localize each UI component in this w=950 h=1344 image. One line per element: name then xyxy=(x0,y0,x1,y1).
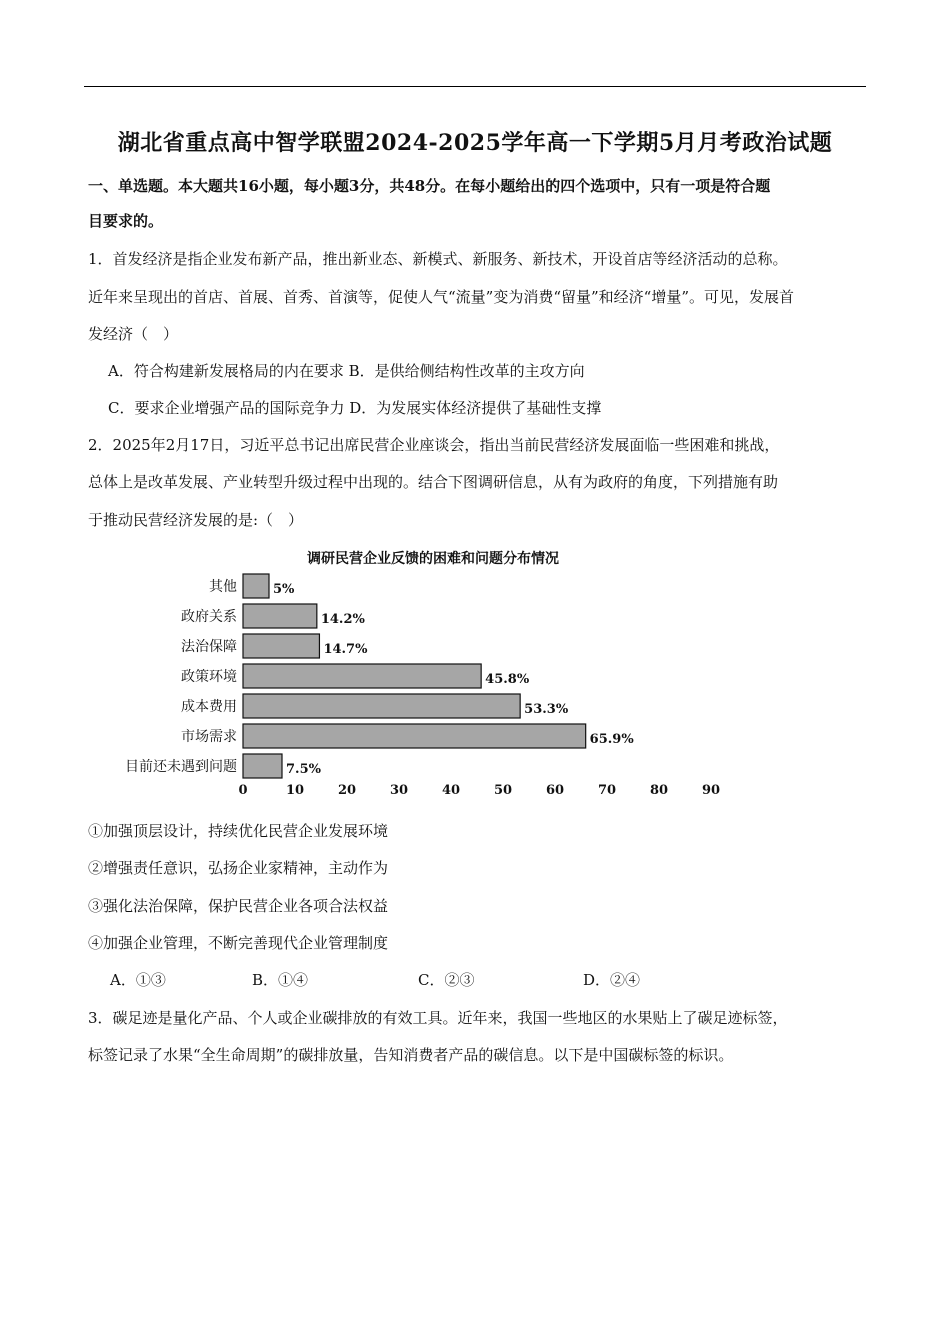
data-label-6: 65.9% xyxy=(589,732,634,747)
data-label-2: 14.2% xyxy=(320,612,365,627)
x-tick-20: 20 xyxy=(337,783,357,798)
bar-4 xyxy=(243,664,481,688)
q1-stem-line2: 近年来呈现出的首店、首展、首秀、首演等，促使人气“流量”变为消费“留量”和经济“增量”。可见，发展首 xyxy=(88,288,795,306)
bar-chart xyxy=(0,540,950,810)
bar-2 xyxy=(243,604,317,628)
category-label-4: 政策环境 xyxy=(181,669,237,685)
q2-stem-line2: 总体上是改革发展、产业转型升级过程中出现的。结合下图调研信息，从有为政府的角度，下列措施有助 xyxy=(88,473,779,491)
category-label-3: 法治保障 xyxy=(181,639,237,655)
q2-statement-3: ③强化法治保障，保护民营企业各项合法权益 xyxy=(88,897,389,915)
x-tick-30: 30 xyxy=(389,783,409,798)
header-rule xyxy=(84,86,866,87)
q2-option-a: A．①③ xyxy=(110,971,166,989)
q2-option-d: D．②④ xyxy=(583,971,641,989)
bar-5 xyxy=(243,694,520,718)
q3-stem-line2: 标签记录了水果“全生命周期”的碳排放量，告知消费者产品的碳信息。以下是中国碳标签的标识。 xyxy=(88,1046,734,1064)
chart-title: 调研民营企业反馈的困难和问题分布情况 xyxy=(307,551,559,567)
q2-statement-2: ②增强责任意识，弘扬企业家精神，主动作为 xyxy=(88,859,389,877)
category-label-6: 市场需求 xyxy=(181,729,237,745)
bar-7 xyxy=(243,754,282,778)
q1-options-cd: C．要求企业增强产品的国际竞争力 D．为发展实体经济提供了基础性支撑 xyxy=(108,399,602,417)
section-heading-line2: 目要求的。 xyxy=(88,212,164,230)
bar-3 xyxy=(243,634,319,658)
x-tick-10: 10 xyxy=(285,783,305,798)
q2-statement-4: ④加强企业管理，不断完善现代企业管理制度 xyxy=(88,934,389,952)
x-tick-90: 90 xyxy=(701,783,721,798)
x-tick-40: 40 xyxy=(441,783,461,798)
q1-options-ab: A．符合构建新发展格局的内在要求 B．是供给侧结构性改革的主攻方向 xyxy=(108,362,585,380)
data-label-5: 53.3% xyxy=(524,702,569,717)
q2-stem-line1: 2．2025年2月17日，习近平总书记出席民营企业座谈会，指出当前民营经济发展面临一些困难和挑战， xyxy=(88,436,780,454)
q2-statement-1: ①加强顶层设计，持续优化民营企业发展环境 xyxy=(88,822,389,840)
category-label-7: 目前还未遇到问题 xyxy=(125,759,237,775)
bar-1 xyxy=(243,574,269,598)
x-tick-0: 0 xyxy=(238,783,248,798)
category-label-5: 成本费用 xyxy=(181,699,237,715)
bar-6 xyxy=(243,724,586,748)
x-tick-70: 70 xyxy=(597,783,617,798)
data-label-4: 45.8% xyxy=(485,672,530,687)
q2-option-b: B．①④ xyxy=(252,971,309,989)
q2-option-c: C．②③ xyxy=(418,971,475,989)
x-tick-80: 80 xyxy=(649,783,669,798)
page-title: 湖北省重点高中智学联盟2024-2025学年高一下学期5月月考政治试题 xyxy=(117,130,833,156)
q1-stem-line3: 发经济（ ） xyxy=(88,325,179,343)
x-tick-50: 50 xyxy=(493,783,513,798)
category-label-1: 其他 xyxy=(209,579,237,595)
q2-stem-line3: 于推动民营经济发展的是:（ ） xyxy=(88,511,304,529)
data-label-7: 7.5% xyxy=(286,762,321,777)
category-label-2: 政府关系 xyxy=(181,609,237,625)
data-label-3: 14.7% xyxy=(323,642,368,657)
data-label-1: 5% xyxy=(273,582,295,597)
q3-stem-line1: 3．碳足迹是量化产品、个人或企业碳排放的有效工具。近年来，我国一些地区的水果贴上了碳足迹标签， xyxy=(88,1009,788,1027)
x-tick-60: 60 xyxy=(545,783,565,798)
section-heading-line1: 一、单选题。本大题共16小题，每小题3分，共48分。在每小题给出的四个选项中，只有一项是符合题 xyxy=(88,177,771,195)
q1-stem-line1: 1．首发经济是指企业发布新产品，推出新业态、新模式、新服务、新技术，开设首店等经济活动的总称。 xyxy=(88,250,788,268)
